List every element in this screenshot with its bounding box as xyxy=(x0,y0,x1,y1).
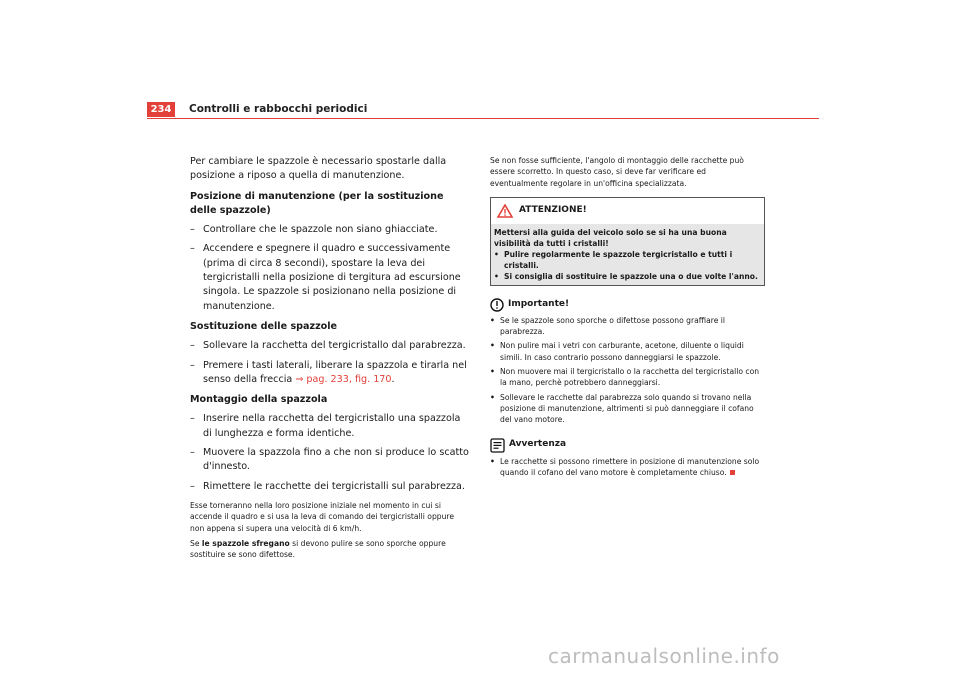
step-text: Rimettere le racchette dei tergicristalli sul parabrezza. xyxy=(203,480,465,492)
important-title: Importante! xyxy=(508,299,570,310)
step-text xyxy=(203,359,470,388)
list-item: – Accendere e spegnere il quadro e successivamente (prima di circa 8 secondi), spostare la leva dei tergicristalli nella posizione di tergitura ad escursione singola. Le spazzole si posizionano nella posizione di manutenzione. xyxy=(190,242,470,313)
list-item: – Muovere la spazzola fino a che non si produce lo scatto d'innesto. xyxy=(190,446,470,475)
warning-text: Mettersi alla guida del veicolo solo se si ha una buona visibilità da tutti i cristalli! xyxy=(494,227,727,248)
bullet-text: Pulire regolarmente le spazzole tergicristallo e tutti i cristalli. xyxy=(504,249,733,270)
list-item: • Sollevare le racchette dal parabrezza solo quando si trovano nella posizione di manutenzione, altrimenti si può danneggiare il cofano del vano motore. xyxy=(490,392,765,426)
warning-body xyxy=(491,224,764,285)
section-heading-maintenance-position: Posizione di manutenzione (per la sostituzione delle spazzole) xyxy=(190,190,444,216)
header-divider xyxy=(147,118,819,119)
list-item: • Le racchette si possono rimettere in posizione di manutenzione solo quando il cofano del vano motore è completamente chiuso. xyxy=(490,456,765,479)
page-header xyxy=(0,0,960,130)
page-number: 234 xyxy=(147,102,175,117)
section-heading-replacement: Sostituzione delle spazzole xyxy=(190,320,338,332)
list-item: – Sollevare la racchetta del tergicristallo dal parabrezza. xyxy=(190,339,470,353)
list-item: • Pulire regolarmente le spazzole tergicristallo e tutti i cristalli. xyxy=(494,249,761,271)
warning-title: ATTENZIONE! xyxy=(519,205,587,216)
note-text: Se xyxy=(190,538,202,548)
left-column xyxy=(190,155,470,560)
step-text: Muovere la spazzola fino a che non si produce lo scatto d'innesto. xyxy=(203,447,469,473)
step-text: Controllare che le spazzole non siano ghiacciate. xyxy=(203,224,438,236)
end-of-section-marker-icon xyxy=(730,470,735,475)
list-item: • Se le spazzole sono sporche o difettose possono graffiare il parabrezza. xyxy=(490,315,765,338)
warning-box xyxy=(490,197,765,286)
note-icon xyxy=(490,438,505,453)
warning-header xyxy=(491,198,764,224)
note-text: si devono pulire se sono sporche oppure sostituire se sono difettose. xyxy=(190,538,446,560)
right-column xyxy=(490,155,765,478)
exclamation-circle-icon xyxy=(490,298,504,312)
note-paragraph xyxy=(190,538,470,561)
advice-title: Avvertenza xyxy=(509,439,567,450)
section-heading-mounting: Montaggio della spazzola xyxy=(190,394,328,406)
list-item: • Si consiglia di sostituire le spazzole una o due volte l'anno. xyxy=(494,271,758,281)
watermark: carmanualsonline.info xyxy=(548,644,780,668)
page-title: Controlli e rabbocchi periodici xyxy=(189,103,368,115)
warning-triangle-icon xyxy=(497,204,513,218)
step-text: Inserire nella racchetta del tergicristallo una spazzola di lunghezza e forma identiche. xyxy=(203,413,461,439)
right-intro: Se non fosse sufficiente, l'angolo di montaggio delle racchette può essere scorretto. In questo caso, si deve far verificare ed eventualmente regolare in un'officina specializzata. xyxy=(490,156,744,188)
bullet-text: Si consiglia di sostituire le spazzole una o due volte l'anno. xyxy=(504,271,758,281)
bullet-text: Sollevare le racchette dal parabrezza solo quando si trovano nella posizione di manutenzione, altrimenti si può danneggiare il cofano del vano motore. xyxy=(500,392,754,425)
note-paragraph: Esse torneranno nella loro posizione iniziale nel momento in cui si accende il quadro e si usa la leva di comando dei tergicristalli oppure non appena si supera una velocità di 6 km/h. xyxy=(190,500,455,533)
bullet-text-main: Le racchette si possono rimettere in posizione di manutenzione solo quando il cofano del vano motore è completamente chiuso. xyxy=(500,456,760,477)
bullet-text: Non pulire mai i vetri con carburante, acetone, diluente o liquidi simili. In caso contrario possono danneggiarsi le spazzole. xyxy=(500,341,744,362)
advice-header xyxy=(490,438,765,453)
page-reference-link[interactable]: ⇒ pag. 233, fig. 170 xyxy=(295,373,392,385)
note-emphasis: le spazzole sfregano xyxy=(201,538,290,548)
bullet-text: Non muovere mai il tergicristallo o la racchetta del tergicristallo con la mano, perchè potrebbero danneggiarsi. xyxy=(500,367,760,388)
list-item: – Controllare che le spazzole non siano ghiacciate. xyxy=(190,223,470,237)
list-item: – Rimettere le racchette dei tergicristalli sul parabrezza. xyxy=(190,480,470,494)
step-text: Accendere e spegnere il quadro e successivamente (prima di circa 8 secondi), spostare la leva dei tergicristalli nella posizione di tergitura ad escursione singola. Le spazzole si posizionano nella posizione di manutenzione. xyxy=(203,243,461,312)
bullet-text: Se le spazzole sono sporche o difettose possono graffiare il parabrezza. xyxy=(500,315,725,337)
bullet-text xyxy=(500,456,765,479)
step-text: Sollevare la racchetta del tergicristallo dal parabrezza. xyxy=(203,340,466,352)
intro-paragraph: Per cambiare le spazzole è necessario spostarle dalla posizione a riposo a quella di manutenzione. xyxy=(190,156,447,182)
list-item: • Non muovere mai il tergicristallo o la racchetta del tergicristallo con la mano, perchè potrebbero danneggiarsi. xyxy=(490,366,765,389)
list-item: – Inserire nella racchetta del tergicristallo una spazzola di lunghezza e forma identiche. xyxy=(190,412,470,441)
step-text-main: Premere i tasti laterali, liberare la spazzola e tirarla nel senso della freccia xyxy=(203,359,467,385)
list-item: – Premere i tasti laterali, liberare la spazzola e tirarla nel senso della freccia ⇒ pag. 233, fig. 170. xyxy=(190,359,470,388)
list-item: • Non pulire mai i vetri con carburante, acetone, diluente o liquidi simili. In caso contrario possono danneggiarsi le spazzole. xyxy=(490,340,765,363)
step-text-end: . xyxy=(391,373,395,385)
important-header xyxy=(490,298,765,312)
